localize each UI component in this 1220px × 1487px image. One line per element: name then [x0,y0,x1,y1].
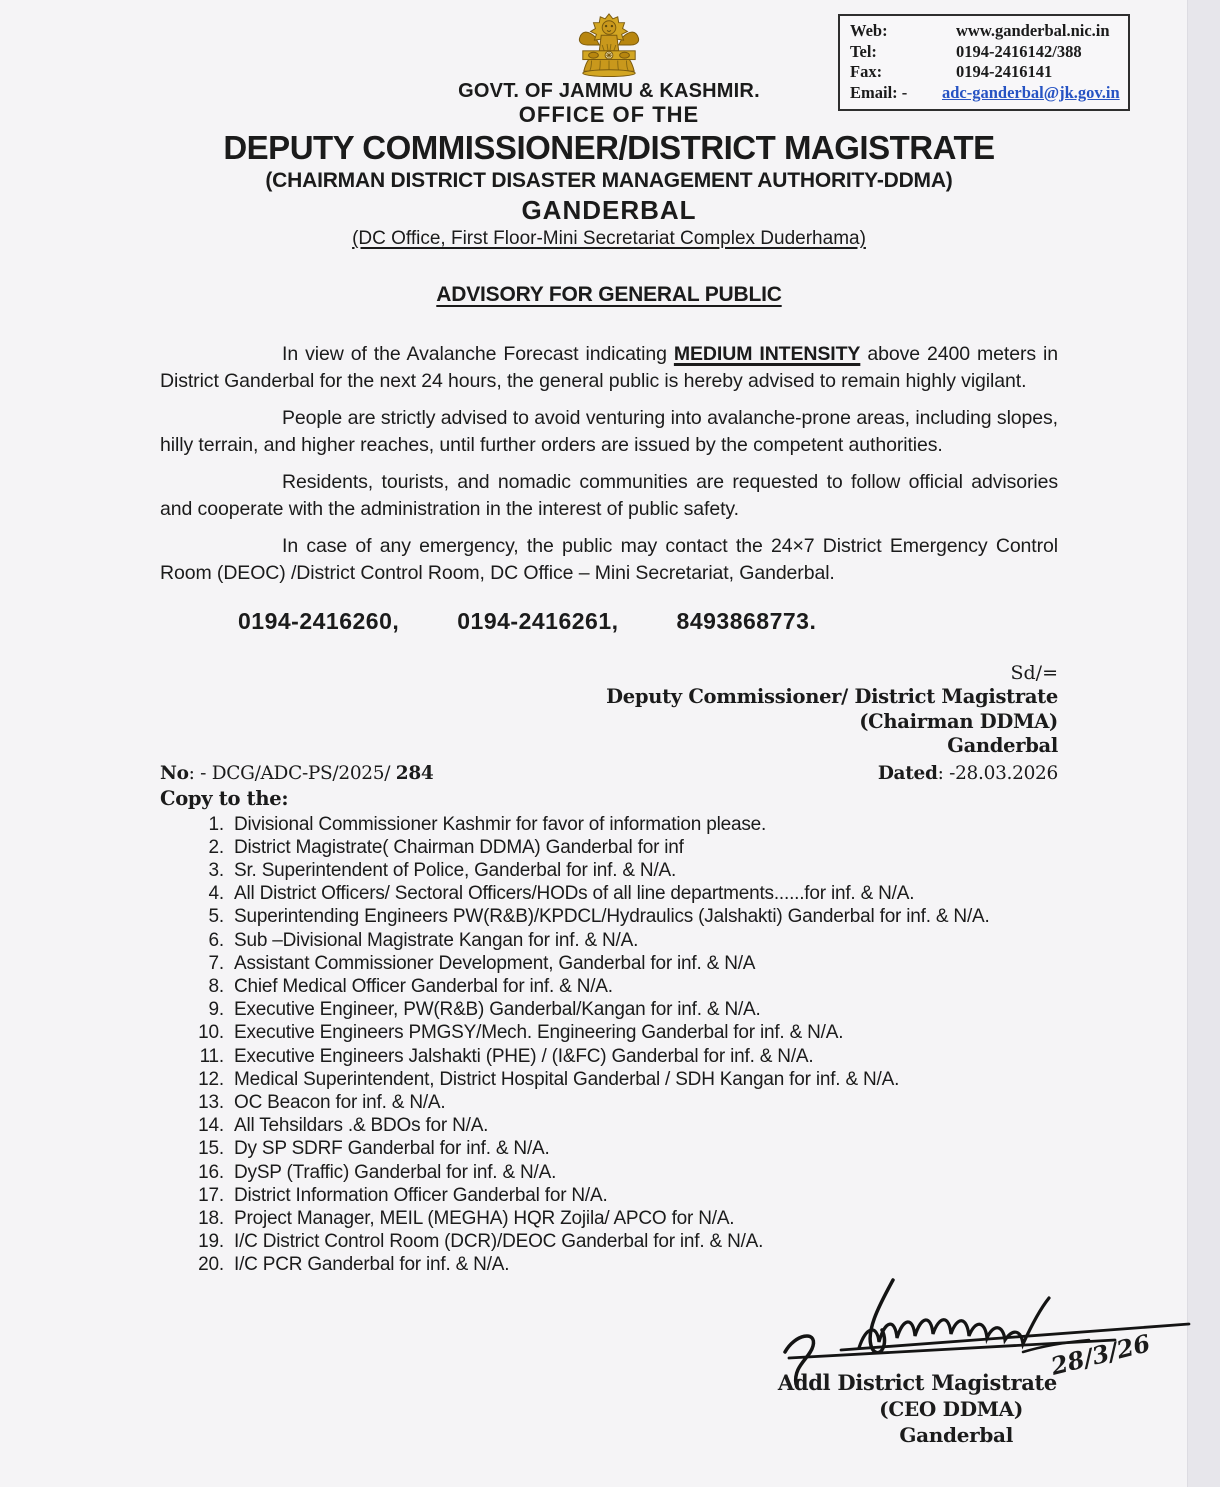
recipient-text: OC Beacon for inf. & N/A. [234,1091,446,1113]
recipient-item [160,952,1058,975]
office-subtitle: (CHAIRMAN DISTRICT DISASTER MANAGEMENT AUTHORITY-DDMA) [265,169,953,192]
paragraph-1-after: above 2400 meters in District Ganderbal for the next 24 hours, the general public is hereby advised to remain highly vigilant. [160,343,1058,392]
recipient-item [160,1137,1058,1160]
recipient-text: District Magistrate( Chairman DDMA) Ganderbal for inf [234,836,684,858]
recipient-item [160,998,1058,1021]
phone-number-2: 0194-2416261, [457,608,619,634]
district-name: GANDERBAL [521,195,697,225]
intensity-emphasis: MEDIUM INTENSITY [673,343,861,365]
signatory-title: Deputy Commissioner/ District Magistrate [606,685,1058,708]
office-line: OFFICE OF THE [518,102,700,127]
recipient-text: Executive Engineers PMGSY/Mech. Engineering Ganderbal for inf. & N/A. [234,1022,844,1044]
signatory-place: Ganderbal [947,734,1058,757]
paragraph-1-before: In view of the Avalanche Forecast indicating [282,343,674,365]
dated-label: Dated [877,762,938,784]
recipient-item [160,836,1058,859]
recipient-number: 18. [198,1207,224,1229]
recipient-text: All District Officers/ Sectoral Officers/HODs of all line departments......for inf. & N/A. [234,883,915,905]
recipient-number: 11. [199,1045,224,1067]
emergency-phone-numbers [160,608,1058,635]
recipient-text: I/C District Control Room (DCR)/DEOC Ganderbal for inf. & N/A. [234,1231,764,1253]
paragraph-3: Residents, tourists, and nomadic communities are requested to follow official advisories and cooperate with the administration in the interest of public safety. [160,471,1058,520]
tel-label: Tel: [850,41,877,61]
recipient-text: Executive Engineer, PW(R&B) Ganderbal/Kangan for inf. & N/A. [234,999,761,1021]
recipient-text: Superintending Engineers PW(R&B)/KPDCL/Hydraulics (Jalshakti) Ganderbal for inf. & N/A. [234,906,990,928]
recipient-number: 5. [208,906,224,928]
recipient-number: 4. [208,883,224,905]
office-address: (DC Office, First Floor-Mini Secretariat Complex Duderhama) [352,228,866,249]
recipient-number: 10. [198,1022,224,1044]
office-title: DEPUTY COMMISSIONER/DISTRICT MAGISTRATE [223,129,995,166]
recipient-number: 3. [208,859,224,881]
tel-value: 0194-2416142/388 [956,41,1082,61]
recipients-list [160,813,1058,1277]
phone-number-3: 8493868773. [676,608,817,634]
recipient-number: 17. [198,1184,224,1206]
email-link[interactable]: adc-ganderbal@jk.gov.in [942,82,1120,102]
web-value: www.ganderbal.nic.in [956,21,1110,40]
web-label: Web: [850,21,888,40]
recipient-number: 2. [208,836,224,858]
copy-to-heading: Copy to the: [160,786,289,810]
recipient-number: 8. [208,975,224,997]
recipient-text: Dy SP SDRF Ganderbal for inf. & N/A. [234,1138,550,1160]
fax-value: 0194-2416141 [956,62,1053,81]
fax-label: Fax: [850,62,883,81]
letterhead [160,12,1058,252]
paragraph-2: People are strictly advised to avoid venturing into avalanche-prone areas, including slopes, hilly terrain, and higher reaches, until further orders are issued by the competent authorities. [160,407,1058,456]
recipient-item [160,1045,1058,1068]
sd-line: Sd/= [1010,662,1058,684]
email-label: Email: - [850,82,908,102]
recipient-text: District Information Officer Ganderbal for N/A. [234,1184,608,1206]
signature-block-typed [160,661,1058,759]
recipient-item [160,1161,1058,1184]
recipient-text: Project Manager, MEIL (MEGHA) HQR Zojila/ APCO for N/A. [234,1207,735,1229]
advisory-heading: ADVISORY FOR GENERAL PUBLIC [436,283,782,306]
recipient-text: Sr. Superintendent of Police, Ganderbal for inf. & N/A. [234,859,677,881]
recipient-text: Sub –Divisional Magistrate Kangan for inf. & N/A. [234,929,639,951]
recipient-item [160,882,1058,905]
bottom-signatory-role: (CEO DDMA) [879,1397,1023,1421]
signature-block-bottom [727,1370,1057,1448]
recipient-text: All Tehsildars .& BDOs for N/A. [234,1115,489,1137]
recipient-text: Executive Engineers Jalshakti (PHE) / (I&FC) Ganderbal for inf. & N/A. [234,1045,814,1067]
reference-number [160,762,433,786]
recipient-text: DySP (Traffic) Ganderbal for inf. & N/A. [234,1161,557,1183]
ashoka-lion-capital-emblem-icon [570,12,648,78]
dated-value: : -28.03.2026 [937,762,1058,784]
no-value: : - DCG/ADC-PS/2025/ [188,762,396,784]
no-number: 284 [395,762,434,784]
recipient-text: Chief Medical Officer Ganderbal for inf. & N/A. [234,975,613,997]
bottom-signatory-title: Addl District Magistrate [777,1370,1057,1395]
recipient-number: 6. [208,929,224,951]
recipient-item [160,1114,1058,1137]
recipient-number: 19. [198,1231,224,1253]
recipient-item [160,813,1058,836]
recipient-text: Medical Superintendent, District Hospital Ganderbal / SDH Kangan for inf. & N/A. [234,1068,900,1090]
recipient-text: Divisional Commissioner Kashmir for favor of information please. [234,813,767,835]
paragraph-4: In case of any emergency, the public may contact the 24×7 District Emergency Control Room (DEOC) /District Control Room, DC Office – Mini Secretariat, Ganderbal. [160,535,1058,584]
recipient-text: I/C PCR Ganderbal for inf. & N/A. [234,1254,510,1276]
recipient-number: 20. [198,1254,224,1276]
recipient-number: 14. [198,1115,224,1137]
paragraph-1 [160,341,1058,394]
recipient-number: 12. [198,1068,224,1090]
recipient-item [160,859,1058,882]
signatory-role: (Chairman DDMA) [859,709,1058,733]
recipient-number: 16. [198,1161,224,1183]
recipient-number: 1. [208,813,224,835]
recipient-item [160,975,1058,998]
dated [878,762,1058,786]
advisory-body [160,341,1058,586]
recipient-item [160,905,1058,928]
recipient-item [160,1230,1058,1253]
recipient-number: 7. [208,952,224,974]
recipient-item [160,1207,1058,1230]
recipient-number: 13. [198,1091,224,1113]
phone-number-1: 0194-2416260, [238,608,400,634]
recipient-item [160,1021,1058,1044]
recipient-number: 9. [208,999,224,1021]
recipient-item [160,929,1058,952]
reference-row [160,762,1058,786]
bottom-signatory-place: Ganderbal [899,1423,1013,1447]
recipient-number: 15. [198,1138,224,1160]
no-label: No [160,762,189,784]
recipient-item [160,1091,1058,1114]
recipient-item [160,1068,1058,1091]
handwritten-date: 28/3/26 [1047,1328,1154,1381]
govt-line: GOVT. OF JAMMU & KASHMIR. [458,80,760,102]
recipient-item [160,1184,1058,1207]
recipient-text: Assistant Commissioner Development, Ganderbal for inf. & N/A [234,952,756,974]
